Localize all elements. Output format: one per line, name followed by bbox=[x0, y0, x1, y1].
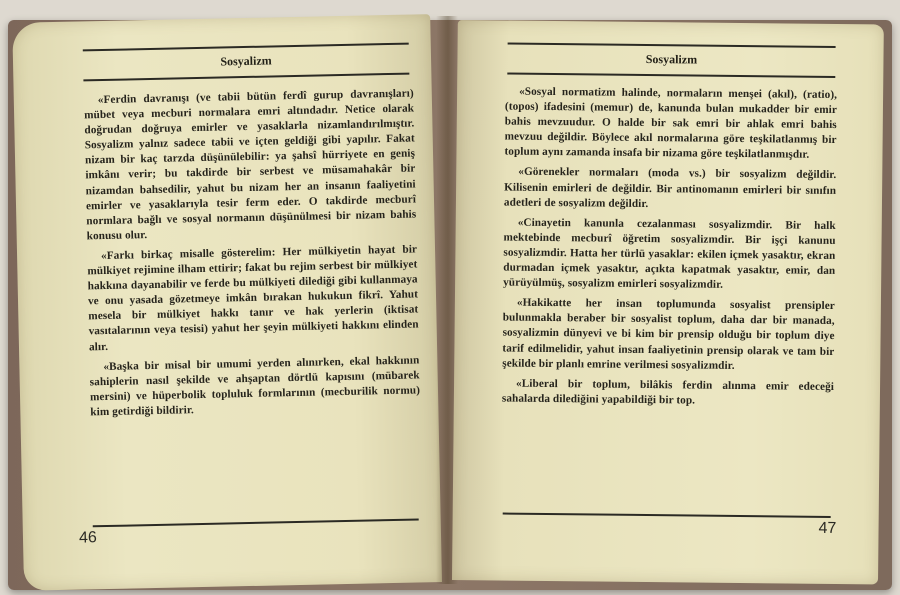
running-head: Sosyalizm bbox=[645, 52, 698, 67]
paragraph: «Görenekler normaları (moda vs.) bir sosyalizm değildir. Kilisenin emirleri de değildir. Bir antinomanın emirleri bir sınıfın adetleri de sosyalizm değildir. bbox=[503, 166, 837, 210]
right-page bbox=[452, 20, 884, 584]
header-rule-top bbox=[508, 43, 836, 48]
paragraph: «Ferdin davranışı (ve tabii bütün ferdî gurup davranışları) mübet veya mecburi normalara emri altındadır. Netice olarak doğrudan doğruya emirler ve yasaklarla nizamlandırılmıştır. Sosyalizm yalnız sadece tabii ve içten geldiği gibi yapılır. Fakat nizam bir kaç tarzda düşünülebilir: ya şahsî hürriyete en geniş imkânı verir; bu takdirde bir serbest ve müsamahakâr bir nizamdan bahsedilir, yahut bu nizam her an insanın faaliyetini emirler ve yasaklarıyla tesir ferm eder. O takdirde mecburî normlara bağlı ve sosyal normanın düşünülmesi bir nizam bahis konusu olur. bbox=[84, 87, 417, 243]
running-head: Sosyalizm bbox=[220, 53, 272, 69]
header-rule-top bbox=[83, 43, 409, 52]
page-text bbox=[84, 86, 423, 523]
paragraph: «Sosyal normatizm halinde, normaların menşei (akıl), (ratio), (topos) ifadesini (memur) de, kanunda bulan mukadder bir emir bahis mevzuudur. O halde bir sak emri bir ahlak emri bahis mevzuu değildir. Böylece akıl normalarına göre teşkilatlanmış bir toplum aynı zamanda insafa bir nizama göre teşkilatlanmışdır. bbox=[504, 85, 838, 162]
page-text bbox=[501, 85, 837, 518]
paragraph: «Cinayetin kanunla cezalanması sosyalizmdir. Bir halk mektebinde mecburî öğretim sosyalizmdir. Bir işçi kanunu sosyalizmdir. Hatta her türlü yasaklar: ekilen içmek yasaktır, ekran durmadan içmek yasaktır, açıkta kapatmak yasaktır, emir, dan yürüyülmüş, sosyalizm emirleri sosyalizmdir. bbox=[503, 216, 836, 291]
left-page bbox=[12, 14, 442, 591]
page-number: 46 bbox=[78, 529, 97, 547]
header-rule-bottom bbox=[83, 73, 409, 82]
paragraph: «Liberal bir toplum, bilâkis ferdin alınma emir edeceği sahalarda dilediğini yapabildiği bir top. bbox=[501, 377, 835, 407]
page-number: 47 bbox=[818, 519, 837, 538]
paragraph: «Başka bir misal bir umumi yerden alınırken, ekal hakkının sahiplerin nasıl şekilde ve ahşaptan dörtlü kapısını (mübarek mersini) ve hüperbolik topluluk formlarının (mecburilik normu) kim getirdiği bildirir. bbox=[89, 354, 421, 419]
paragraph: «Farkı birkaç misalle gösterelim: Her mülkiyetin hayat bir mülkiyet rejimine ilham ettirir; fakat bu rejim serbest bir mülkiyet hakkına dayanabilir ve ferde bu mülkiyeti dilediği gibi kullanmaya ve onu yasada gözetmeye imkân bırakan hukukun fikrî. Yahut mesela bir mülkiyet hakkı tanır ve hak yerlerin (iktisat vasıtalarının veya tesisi) yahut her şeyin mülkiyeti hakkını elinden alır. bbox=[87, 243, 419, 353]
paragraph: «Hakikatte her insan toplumunda sosyalist prensipler bulunmakla beraber bir sosyalist toplum, daha dar bir manada, sosyalizmin dünyevi ve bi kim bir prensip olduğu bir toplum diye tarif edilmelidir, yahut insan faaliyetinin prensip olarak ve tam bir şekilde bir planlı emrine verilmesi sosyalizmdir. bbox=[502, 296, 835, 372]
header-rule-bottom bbox=[507, 73, 835, 78]
